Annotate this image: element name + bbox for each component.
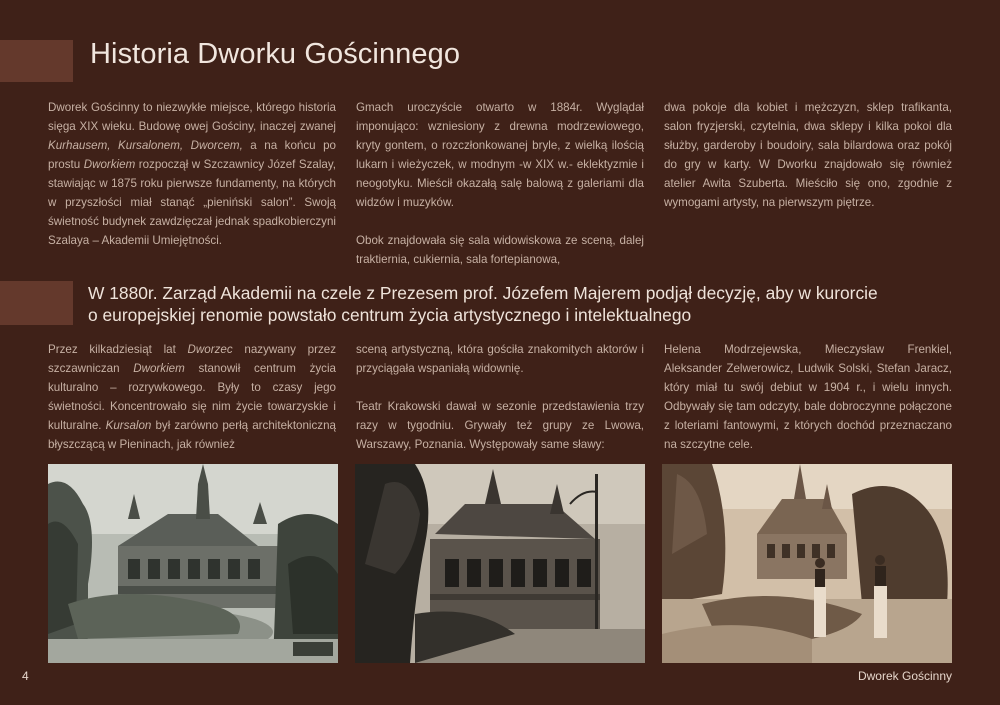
paragraph: Helena Modrzejewska, Mieczysław Frenkiel, Aleksander Zelwerowicz, Ludwik Solski, Stefan Jaracz, który miał tu swój debiut w 1904 r., i wielu innych. Odbywały się tam odczyty, bale dobroczynne połączone z loteriami fantowymi, z których dochód przeznaczano na szczytne cele. bbox=[664, 343, 952, 451]
paragraph: Przez kilkadziesiąt lat Dworzec nazywany przez szczawniczan Dworkiem stanowił centrum życia kulturalno – rozrywkowego. Były to czasy jego świetności. Koncentrowało się nim życie towarzyskie i kulturalne. Kursalon był zarówno perłą architektoniczną błyszczącą w Pieninach, jak również bbox=[48, 343, 337, 451]
historic-photo-front-facade bbox=[355, 464, 645, 663]
historic-photo-highlanders bbox=[662, 464, 952, 663]
intro-column-1 bbox=[48, 98, 336, 250]
paragraph: Obok znajdowała się sala widowiskowa ze sceną, dalej traktiernia, cukiernia, sala fortepianowa, bbox=[356, 234, 644, 266]
intro-column-3 bbox=[664, 98, 952, 212]
paragraph: Dworek Gościnny to niezwykłe miejsce, którego historia sięga XIX wieku. Budowę owej Gościny, inaczej zwanej Kurhausem, Kursalonem, Dworcem, a na końcu po prostu Dworkiem rozpoczął w Szczawnicy Józef Szalay, stawiając w 1875 roku pierwsze fundamenty, na których w przyszłości miał stanąć „pieniński salon”. Swoją świetność budynek zawdzięczał jednak spadkobierczyni Szalaya – Akademii Umiejętności. bbox=[48, 101, 337, 247]
paragraph: Teatr Krakowski dawał w sezonie przedstawienia trzy razy w tygodniu. Grywały też grupy ze Lwowa, Warszawy, Poznania. Występowały same sławy: bbox=[356, 400, 644, 451]
paragraph: sceną artystyczną, która gościła znakomitych aktorów i przyciągała wspaniałą widownię. bbox=[356, 343, 644, 375]
pull-quote bbox=[88, 282, 988, 326]
intro-column-2 bbox=[356, 98, 644, 269]
title-accent-bar bbox=[0, 40, 73, 82]
footer-publication-title: Dworek Gościnny bbox=[857, 669, 952, 683]
paragraph: Gmach uroczyście otwarto w 1884r. Wyglądał imponująco: wzniesiony z drewna modrzewiowego, kryty gontem, o rozczłonkowanej bryle, z wielką ilością lukarn i wieżyczek, w modnym -w XIX w.- eklektyzmie i neogotyku. Mieścił okazałą salę balową z galeriami dla widzów i muzyków. bbox=[356, 101, 644, 209]
pull-quote-line-1: W 1880r. Zarząd Akademii na czele z Prezesem prof. Józefem Majerem podjął decyzję, aby w kurorcie bbox=[88, 283, 878, 303]
history-column-1 bbox=[48, 340, 336, 454]
quote-accent-bar bbox=[0, 281, 73, 325]
history-column-2 bbox=[356, 340, 644, 454]
page-title: Historia Dworku Gościnnego bbox=[90, 38, 461, 70]
page-number: 4 bbox=[22, 669, 29, 683]
historic-photo-villa-gardens bbox=[48, 464, 338, 663]
paragraph: dwa pokoje dla kobiet i mężczyzn, sklep trafikanta, salon fryzjerski, czytelnia, dwa sklepy i kilka pokoi dla służby, garderoby i boudoiry, sala bilardowa oraz pokój do gry w karty. W Dworku znajdowało się również atelier Awita Szuberta. Mieściło się ono, zgodnie z wymogami artysty, na pierwszym piętrze. bbox=[664, 101, 952, 209]
history-column-3 bbox=[664, 340, 952, 454]
pull-quote-line-2: o europejskiej renomie powstało centrum życia artystycznego i intelektualnego bbox=[88, 305, 692, 325]
